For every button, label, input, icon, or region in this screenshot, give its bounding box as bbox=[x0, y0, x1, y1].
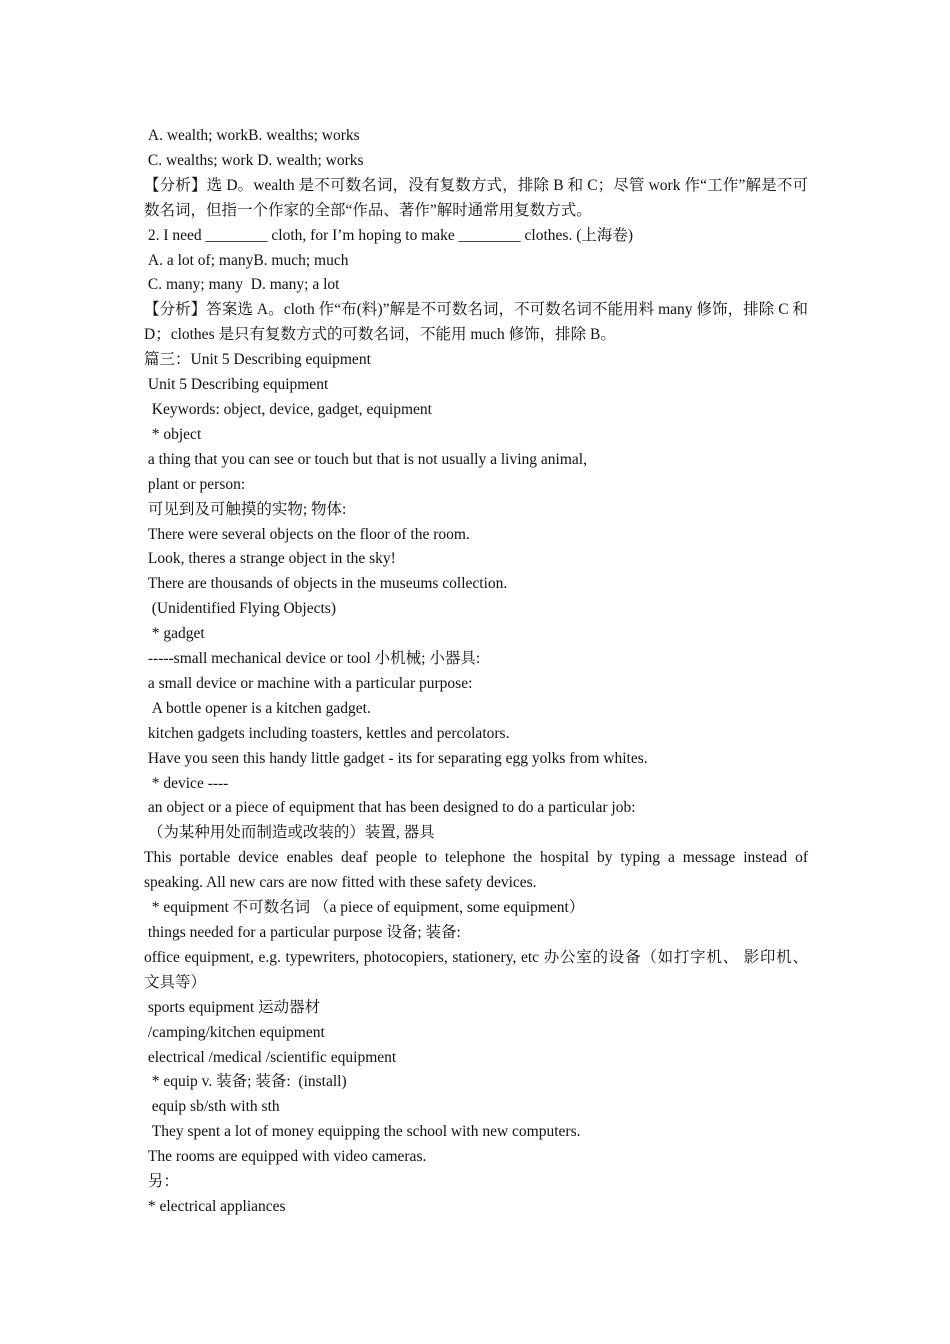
definition-line: an object or a piece of equipment that has been designed to do a particular job: bbox=[144, 799, 636, 817]
example-paragraph: This portable device enables deaf people to telephone the hospital by typing a message instead of speaking. All new cars are now fitted with these safety devices. bbox=[144, 849, 808, 892]
term-heading: * equipment 不可数名词 （a piece of equipment, some equipment） bbox=[144, 899, 585, 917]
translation-line: 可见到及可触摸的实物; 物体: bbox=[144, 500, 347, 518]
example-line: There were several objects on the floor of the room. bbox=[144, 525, 470, 543]
example-line: There are thousands of objects in the museums collection. bbox=[144, 575, 508, 593]
answer-options-line: A. a lot of; manyB. much; much bbox=[144, 251, 349, 269]
example-line: They spent a lot of money equipping the school with new computers. bbox=[144, 1123, 581, 1141]
keywords-line: Keywords: object, device, gadget, equipment bbox=[144, 400, 432, 418]
example-line: Have you seen this handy little gadget - its for separating egg yolks from whites. bbox=[144, 749, 648, 767]
term-heading: * device ---- bbox=[144, 774, 229, 792]
answer-options-line: A. wealth; workB. wealths; works bbox=[144, 127, 360, 144]
unit-title: Unit 5 Describing equipment bbox=[144, 376, 329, 394]
example-line: (Unidentified Flying Objects) bbox=[144, 600, 336, 618]
definition-line: plant or person: bbox=[144, 475, 246, 493]
question-line: 2. I need ________ cloth, for I’m hoping to make ________ clothes. (上海卷) bbox=[144, 226, 634, 244]
example-line: sports equipment 运动器材 bbox=[144, 998, 321, 1016]
definition-line: -----small mechanical device or tool 小机械; 小器具: bbox=[144, 650, 481, 668]
analysis-paragraph: 【分析】选 D。wealth 是不可数名词，没有复数方式，排除 B 和 C；尽管 work 作“工作”解是不可数名词，但指一个作家的全部“作品、著作”解时通常用复数方式。 bbox=[144, 176, 808, 219]
definition-line: things needed for a particular purpose 设备; 装备: bbox=[144, 924, 461, 941]
example-line: Look, theres a strange object in the sky! bbox=[144, 550, 396, 568]
term-heading: * gadget bbox=[144, 625, 205, 643]
example-line: kitchen gadgets including toasters, kettles and percolators. bbox=[144, 724, 510, 742]
analysis-paragraph: 【分析】答案选 A。cloth 作“布(料)”解是不可数名词，不可数名词不能用料 many 修饰，排除 C 和 D；clothes 是只有复数方式的可数名词，不能用 much 修饰，排除 B。 bbox=[144, 301, 808, 344]
term-heading: * electrical appliances bbox=[144, 1197, 286, 1215]
pattern-line: equip sb/sth with sth bbox=[144, 1098, 280, 1116]
example-paragraph: office equipment, e.g. typewriters, photocopiers, stationery, etc 办公室的设备（如打字机、 影印机、 文具等） bbox=[144, 948, 808, 991]
translation-line: （为某种用处而制造或改装的）装置, 器具 bbox=[144, 824, 435, 842]
section-heading: 篇三：Unit 5 Describing equipment bbox=[144, 351, 371, 369]
definition-line: a thing that you can see or touch but that is not usually a living animal, bbox=[144, 450, 587, 468]
definition-line: a small device or machine with a particular purpose: bbox=[144, 674, 473, 692]
note-line: 另： bbox=[144, 1173, 179, 1191]
term-heading: * equip v. 装备; 装备: (install) bbox=[144, 1073, 347, 1091]
answer-options-line: C. wealths; work D. wealth; works bbox=[144, 151, 364, 169]
example-line: /camping/kitchen equipment bbox=[144, 1023, 325, 1041]
term-heading: * object bbox=[144, 425, 202, 443]
example-line: The rooms are equipped with video cameras. bbox=[144, 1148, 427, 1166]
example-line: A bottle opener is a kitchen gadget. bbox=[144, 699, 371, 717]
document-body bbox=[144, 124, 808, 1220]
answer-options-line: C. many; many D. many; a lot bbox=[144, 276, 340, 294]
example-line: electrical /medical /scientific equipment bbox=[144, 1048, 397, 1066]
